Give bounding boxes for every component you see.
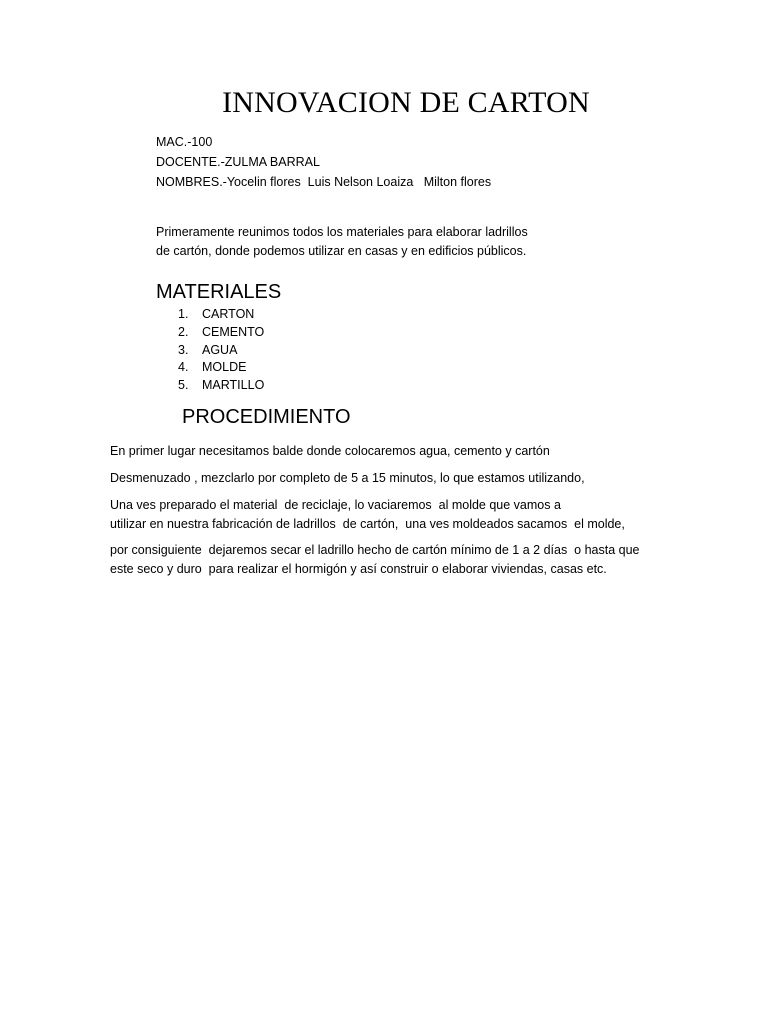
paragraph-line: este seco y duro para realizar el hormigón y así construir o elaborar viviendas, casas etc. [110,561,607,576]
paragraph-line: Desmenuzado , mezclarlo por completo de 5 a 15 minutos, lo que estamos utilizando, [110,471,585,485]
procedure-paragraph [110,469,585,488]
list-item-text: AGUA [202,342,238,357]
list-item-text: MARTILLO [202,378,265,393]
list-item-number: 1. [178,307,189,321]
student-names: NOMBRES.-Yocelin flores Luis Nelson Loaiza Milton flores [156,175,492,189]
intro-line: Primeramente reunimos todos los materiales para elaborar ladrillos [156,225,528,239]
list-item [178,377,264,395]
intro-line: de cartón, donde podemos utilizar en casas y en edificios públicos. [156,244,527,258]
paragraph-line: Una ves preparado el material de reciclaje, lo vaciaremos al molde que vamos a [110,498,561,512]
list-item [178,342,264,360]
teacher-name: DOCENTE.-ZULMA BARRAL [156,155,320,169]
list-item [178,306,264,324]
paragraph-line: En primer lugar necesitamos balde donde colocaremos agua, cemento y cartón [110,444,550,458]
list-item-text: MOLDE [202,360,247,375]
procedure-paragraph [110,442,550,461]
materials-list [178,306,264,395]
list-item-text: CARTON [202,307,255,321]
document-title: INNOVACION DE CARTON [222,86,590,119]
intro-paragraph [156,223,576,261]
list-item-number: 4. [178,360,189,375]
list-item-number: 3. [178,342,189,357]
course-code: MAC.-100 [156,135,213,149]
procedure-paragraph [110,541,639,578]
procedure-heading: PROCEDIMIENTO [182,406,351,428]
paragraph-line: utilizar en nuestra fabricación de ladrillos de cartón, una ves moldeados sacamos el molde, [110,516,625,531]
list-item [178,359,264,377]
paragraph-line: por consiguiente dejaremos secar el ladrillo hecho de cartón mínimo de 1 a 2 días o hasta que [110,543,640,557]
procedure-paragraph [110,496,625,533]
list-item-number: 2. [178,324,189,339]
list-item-number: 5. [178,378,189,393]
list-item-text: CEMENTO [202,324,265,339]
materials-heading: MATERIALES [156,281,282,303]
document-meta [156,132,491,192]
list-item [178,324,264,342]
